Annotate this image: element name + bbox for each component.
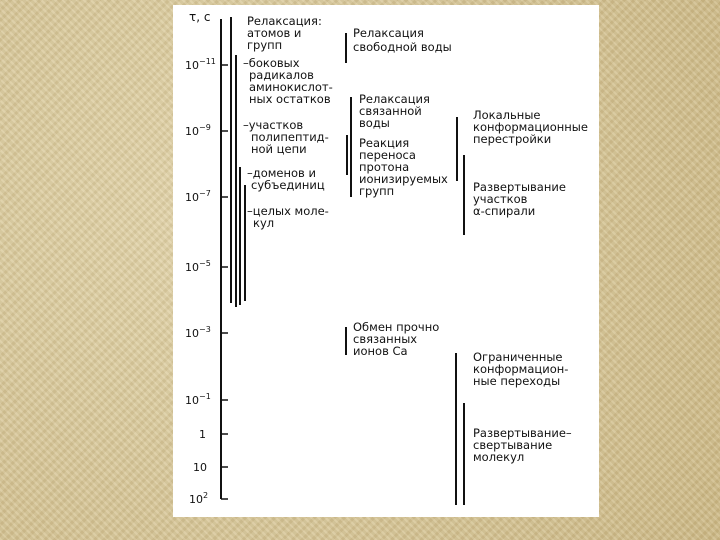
label-line: участков xyxy=(473,192,528,206)
label-line: воды xyxy=(359,116,390,130)
label-line: атомов и xyxy=(247,26,302,40)
tick-label: $10^{-7}$ xyxy=(185,189,211,204)
tick-label: 1 xyxy=(199,428,206,441)
label-line: молекул xyxy=(473,450,525,464)
label-line: конформацион- xyxy=(473,362,569,376)
tick-label: $10^{-1}$ xyxy=(185,392,211,407)
label-line: Релаксация xyxy=(353,26,424,40)
label-line: Релаксация: xyxy=(247,14,322,28)
label-line: протона xyxy=(359,160,410,174)
label-line: Реакция xyxy=(359,136,410,150)
label-line: групп xyxy=(247,38,283,52)
label-line: –участков xyxy=(243,118,304,132)
label-line: Развертывание– xyxy=(473,426,572,440)
tick-label: $10^{-3}$ xyxy=(185,325,211,340)
tick-label: 10 xyxy=(193,461,207,474)
label-line: свертывание xyxy=(473,438,553,452)
label-line: ные переходы xyxy=(473,374,561,388)
water-bars xyxy=(346,33,351,355)
protein-relaxation-labels xyxy=(243,14,333,230)
label-line: ных остатков xyxy=(249,92,331,106)
label-line: аминокислот- xyxy=(249,80,333,94)
label-line: –доменов и xyxy=(247,166,316,180)
label-line: –боковых xyxy=(243,56,300,70)
conformation-bars xyxy=(456,117,464,505)
label-line: Локальные xyxy=(473,108,541,122)
tick-label: $10^{-11}$ xyxy=(185,57,216,72)
tick-label: $10^2$ xyxy=(189,491,209,506)
water-labels xyxy=(353,26,452,358)
label-line: –целых моле- xyxy=(247,204,329,218)
label-line: переноса xyxy=(359,148,416,162)
label-line: радикалов xyxy=(249,68,314,82)
tick-label: $10^{-5}$ xyxy=(185,259,211,274)
label-line: ионизируемых xyxy=(359,172,448,186)
label-line: субъединиц xyxy=(251,178,325,192)
label-line: свободной воды xyxy=(353,40,452,54)
label-line: связанных xyxy=(353,332,418,346)
diagram-sheet xyxy=(173,5,599,517)
label-line: Релаксация xyxy=(359,92,430,106)
label-line: α-спирали xyxy=(473,204,536,218)
conformation-labels xyxy=(473,108,588,464)
axis-title: τ, с xyxy=(189,10,211,24)
label-line: ионов Ca xyxy=(353,344,408,358)
timescale-diagram xyxy=(173,5,599,517)
tick-label: $10^{-9}$ xyxy=(185,123,211,138)
label-line: кул xyxy=(253,216,275,230)
label-line: перестройки xyxy=(473,132,552,146)
label-line: полипептид- xyxy=(251,130,329,144)
label-line: Обмен прочно xyxy=(353,320,440,334)
label-line: конформационные xyxy=(473,120,588,134)
label-line: связанной xyxy=(359,104,422,118)
axis-ticks xyxy=(221,65,228,499)
label-line: Развертывание xyxy=(473,180,566,194)
label-line: ной цепи xyxy=(251,142,307,156)
label-line: Ограниченные xyxy=(473,350,563,364)
label-line: групп xyxy=(359,184,395,198)
